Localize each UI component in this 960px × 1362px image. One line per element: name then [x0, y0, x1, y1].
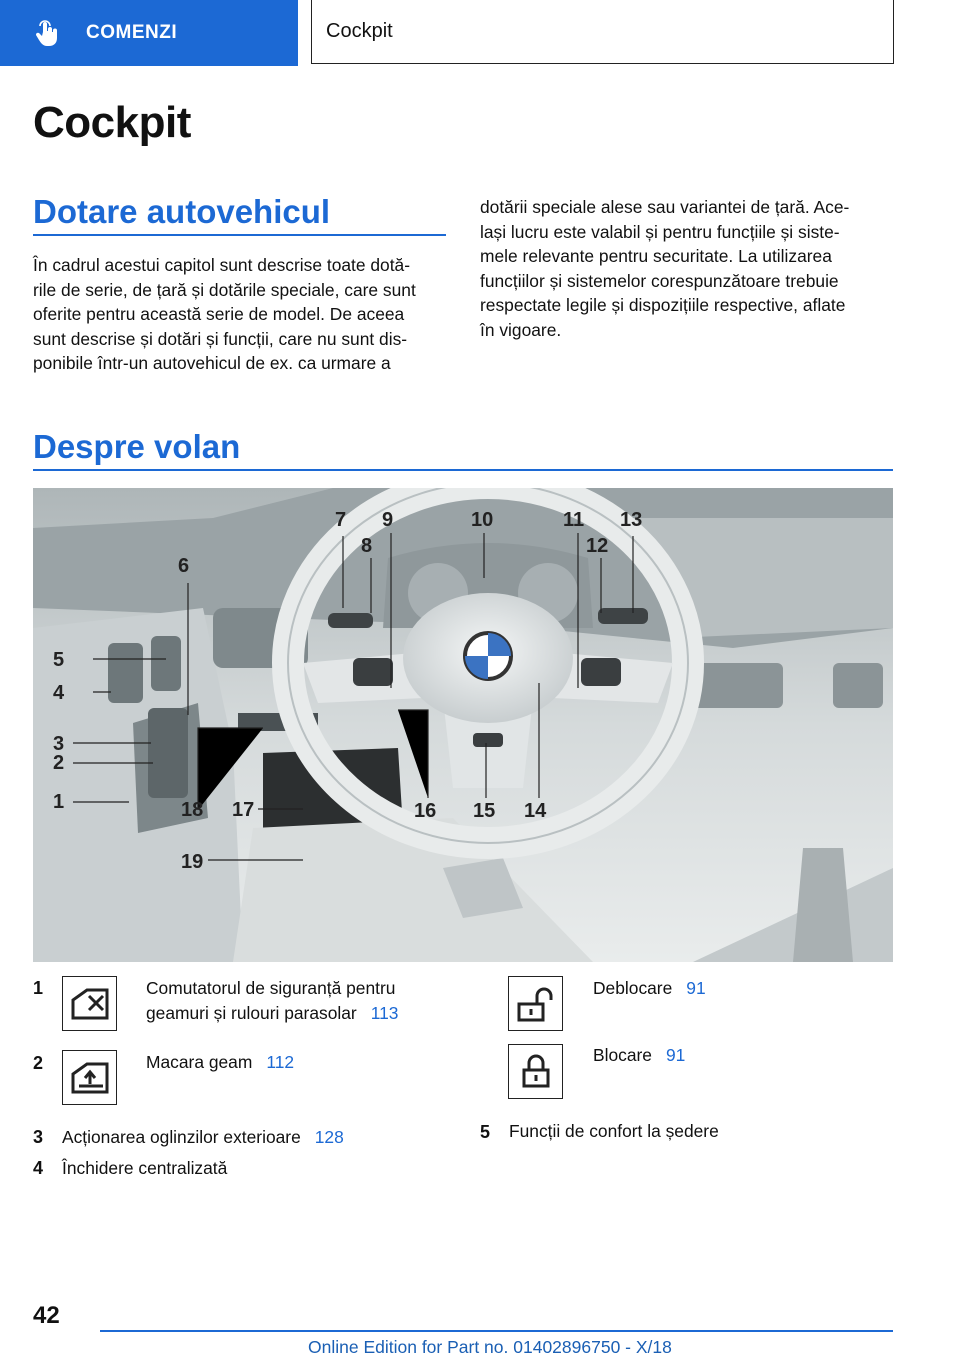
callout-16: 16	[414, 800, 437, 822]
section-tab-label: COMENZI	[86, 22, 178, 43]
callout-12: 12	[586, 535, 609, 557]
legend-text: Funcții de confort la ședere	[509, 1121, 719, 1141]
text-line: rile de serie, de țară și dotările speciale, care sunt	[33, 279, 416, 300]
legend-number: 5	[480, 1122, 491, 1142]
callout-2: 2	[53, 752, 65, 774]
footer-text: Online Edition for Part no. 01402896750 - X/18	[308, 1337, 672, 1357]
callout-17: 17	[232, 799, 255, 821]
legend-text: Macara geam	[146, 1052, 253, 1072]
chapter-label: Cockpit	[326, 20, 393, 42]
legend-text: Blocare	[593, 1045, 652, 1065]
legend-number: 3	[33, 1127, 44, 1147]
section-rule	[33, 469, 893, 471]
section-heading-dotare: Dotare autovehicul	[33, 193, 331, 230]
text-line: lași lucru este valabil și pentru funcțiile și siste-	[480, 221, 840, 242]
legend-number: 1	[33, 978, 44, 998]
legend-text: Deblocare	[593, 978, 673, 998]
paragraph-col2	[480, 195, 900, 343]
page-title: Cockpit	[33, 98, 191, 147]
legend-number: 4	[33, 1158, 44, 1178]
section-rule	[33, 234, 446, 236]
section-heading-volan: Despre volan	[33, 428, 241, 465]
legend-item-5	[509, 1119, 719, 1144]
page-ref-link[interactable]: 128	[314, 1127, 344, 1147]
window-lift-icon	[62, 1050, 117, 1105]
text-line: respectate legile și dispozițiile respective, aflate	[480, 295, 846, 316]
legend-item-1	[146, 976, 398, 1025]
text-line: În cadrul acestui capitol sunt descrise toate dotă-	[33, 255, 411, 275]
legend-item-4	[62, 1156, 227, 1181]
legend-unlock	[593, 976, 706, 1001]
callout-7: 7	[335, 509, 347, 531]
page-ref-link[interactable]: 91	[665, 1045, 686, 1065]
unlock-icon	[508, 976, 563, 1031]
legend-number: 2	[33, 1053, 44, 1073]
paragraph-col1	[33, 253, 453, 376]
callout-6: 6	[178, 555, 190, 577]
callout-1: 1	[53, 791, 65, 813]
callout-13: 13	[620, 509, 643, 531]
callout-18: 18	[181, 799, 204, 821]
legend-lock	[593, 1043, 685, 1068]
text-line: mele relevante pentru securitate. La utilizarea	[480, 246, 832, 267]
legend-item-3	[62, 1125, 344, 1150]
chapter-box	[311, 0, 894, 64]
text-line: oferite pentru această serie de model. De aceea	[33, 304, 405, 325]
legend-text: geamuri și rulouri parasolar	[146, 1002, 357, 1023]
callout-11: 11	[563, 509, 585, 531]
text-line: ponibile într-un autovehicul de ex. ca urmare a	[33, 353, 391, 374]
text-line: funcțiilor și sistemelor corespunzătoare trebuie	[480, 270, 839, 291]
text-line: în vigoare.	[480, 319, 562, 340]
page-ref-link[interactable]: 112	[266, 1052, 295, 1072]
text-line: sunt descrise și dotări și funcții, care nu sunt dis-	[33, 328, 408, 349]
callout-8: 8	[361, 535, 373, 557]
callout-3: 3	[53, 733, 65, 755]
text-line: dotării speciale alese sau variantei de țară. Ace-	[480, 197, 850, 217]
page-ref-link[interactable]: 113	[370, 1002, 399, 1023]
legend-text: Comutatorul de siguranță pentru	[146, 978, 396, 998]
callout-19: 19	[181, 851, 204, 873]
cockpit-illustration	[33, 488, 893, 962]
legend-item-2	[146, 1050, 294, 1075]
lock-icon	[508, 1044, 563, 1099]
legend-text: Acționarea oglinzilor exterioare	[62, 1127, 301, 1147]
section-tab[interactable]	[0, 0, 298, 66]
footer-rule	[100, 1330, 893, 1332]
callout-14: 14	[524, 800, 547, 822]
callout-9: 9	[382, 509, 394, 531]
callout-4: 4	[53, 682, 65, 704]
page-ref-link[interactable]: 91	[686, 978, 706, 998]
page-number: 42	[33, 1302, 60, 1329]
callout-10: 10	[471, 509, 494, 531]
callout-15: 15	[473, 800, 496, 822]
window-safety-switch-icon	[62, 976, 117, 1031]
callout-5: 5	[53, 649, 65, 671]
finger-touch-icon	[34, 18, 64, 48]
legend-text: Închidere centralizată	[62, 1158, 228, 1178]
